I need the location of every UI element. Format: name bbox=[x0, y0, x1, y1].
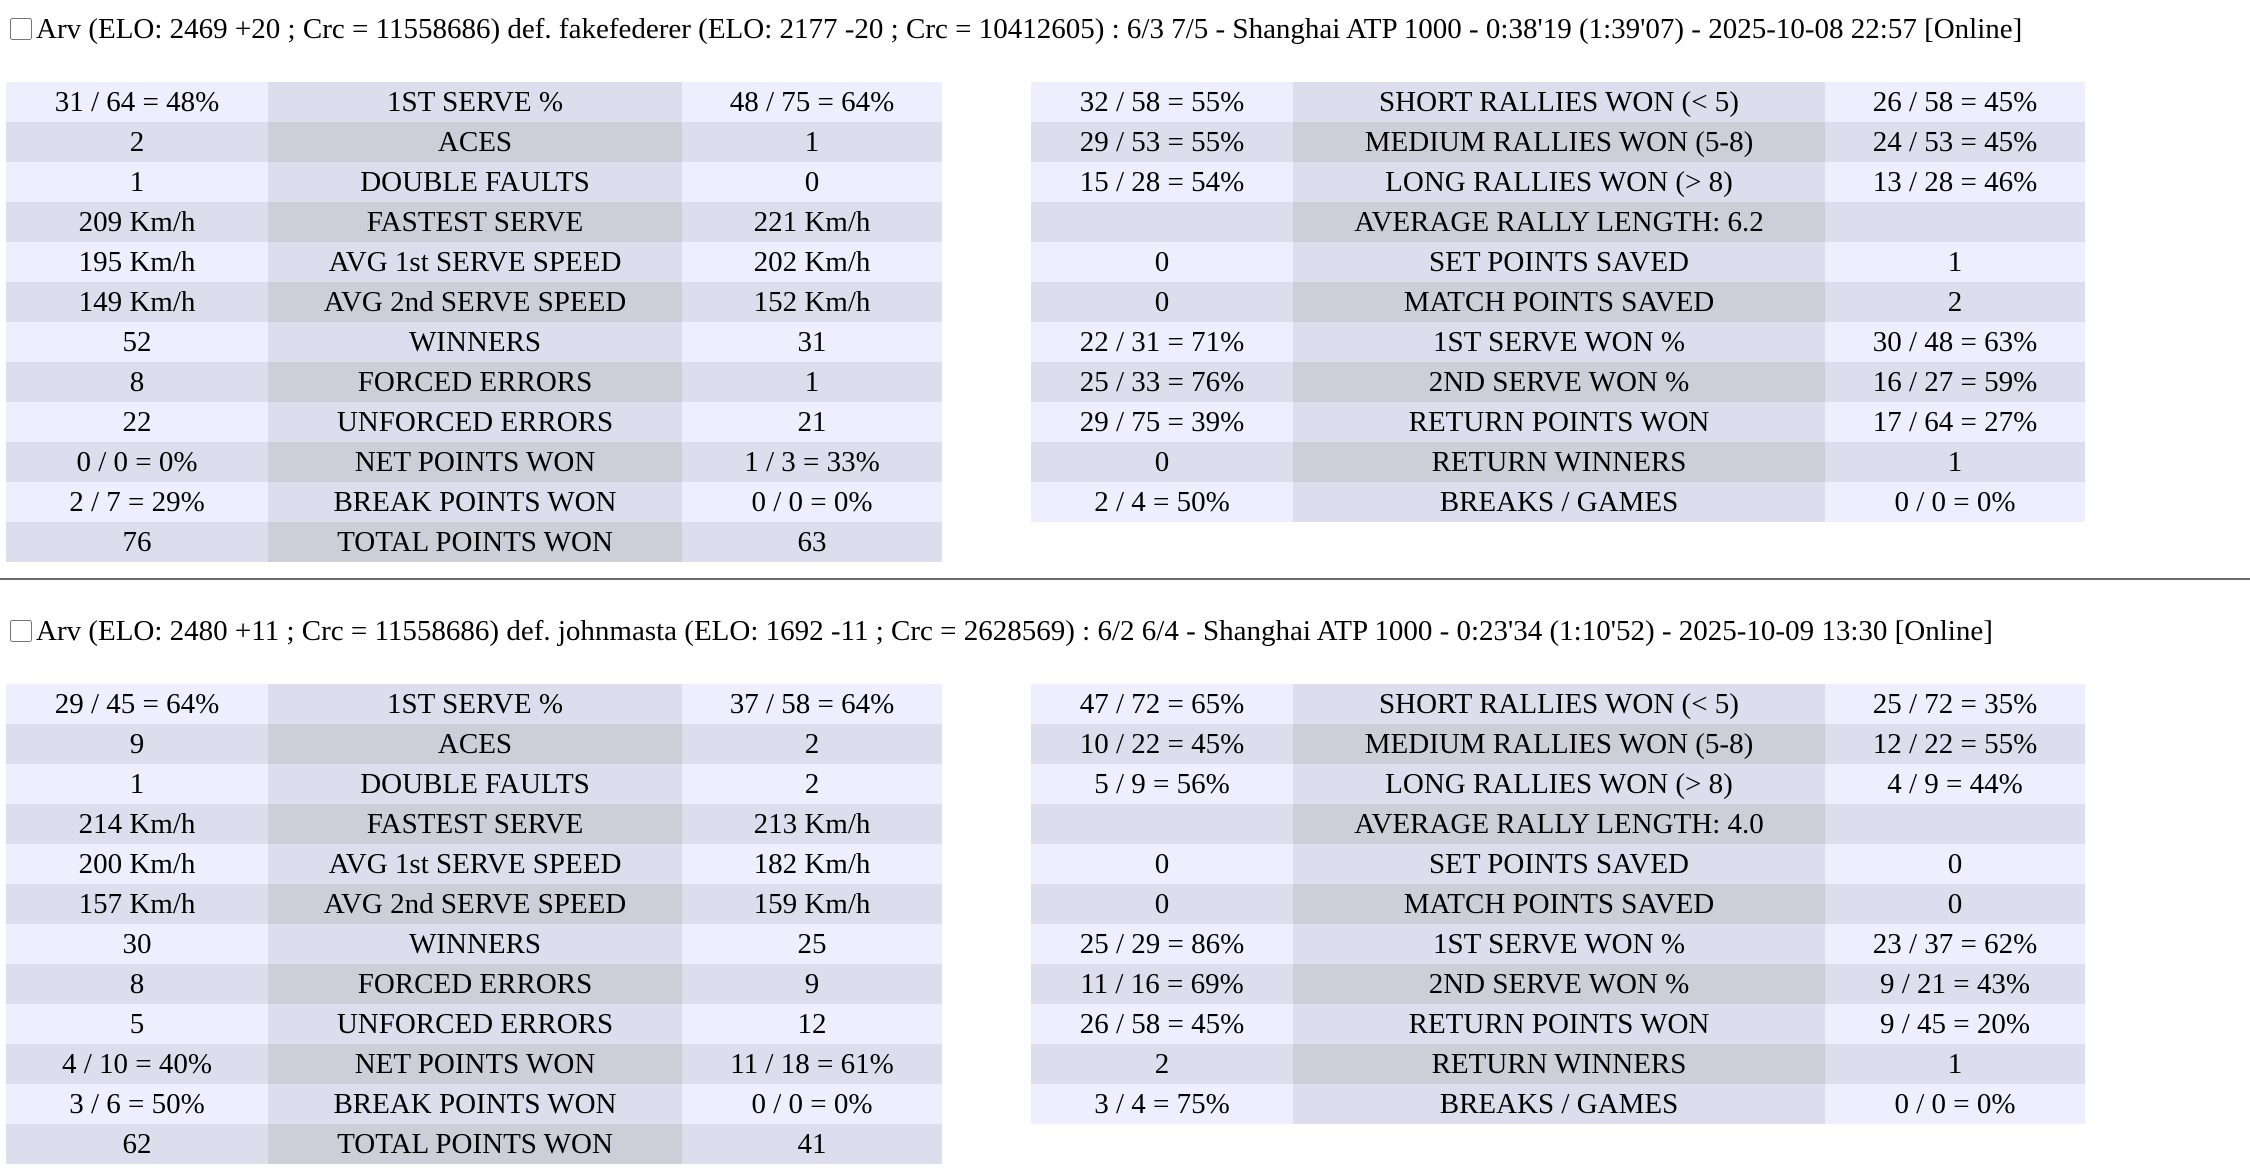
player1-value: 8 bbox=[6, 964, 268, 1004]
stat-row bbox=[1031, 844, 2085, 884]
stat-row bbox=[1031, 442, 2085, 482]
player2-value: 1 bbox=[1825, 1044, 2085, 1084]
stat-label: RETURN WINNERS bbox=[1293, 1044, 1825, 1084]
stat-row bbox=[1031, 162, 2085, 202]
stat-label: DOUBLE FAULTS bbox=[268, 764, 682, 804]
player2-value: 24 / 53 = 45% bbox=[1825, 122, 2085, 162]
stat-label: SET POINTS SAVED bbox=[1293, 242, 1825, 282]
player2-value: 4 / 9 = 44% bbox=[1825, 764, 2085, 804]
player2-value: 0 / 0 = 0% bbox=[1825, 1084, 2085, 1124]
player2-value: 1 bbox=[682, 122, 942, 162]
stat-row bbox=[1031, 964, 2085, 1004]
stat-row bbox=[6, 202, 942, 242]
player1-value: 25 / 33 = 76% bbox=[1031, 362, 1293, 402]
player2-value: 12 bbox=[682, 1004, 942, 1044]
stat-row bbox=[6, 1044, 942, 1084]
player1-value: 149 Km/h bbox=[6, 282, 268, 322]
stat-row bbox=[1031, 884, 2085, 924]
stat-label: MEDIUM RALLIES WON (5-8) bbox=[1293, 122, 1825, 162]
player1-value: 1 bbox=[6, 764, 268, 804]
player1-value: 214 Km/h bbox=[6, 804, 268, 844]
player2-value: 2 bbox=[682, 724, 942, 764]
stat-label: FORCED ERRORS bbox=[268, 362, 682, 402]
stat-row bbox=[6, 282, 942, 322]
stat-label: FORCED ERRORS bbox=[268, 964, 682, 1004]
stat-label: BREAK POINTS WON bbox=[268, 482, 682, 522]
stat-row bbox=[6, 724, 942, 764]
player2-value: 9 / 21 = 43% bbox=[1825, 964, 2085, 1004]
stat-row bbox=[6, 522, 942, 562]
player2-value: 152 Km/h bbox=[682, 282, 942, 322]
player2-value: 159 Km/h bbox=[682, 884, 942, 924]
player2-value: 26 / 58 = 45% bbox=[1825, 82, 2085, 122]
stat-row bbox=[6, 684, 942, 724]
stat-label: LONG RALLIES WON (> 8) bbox=[1293, 162, 1825, 202]
player2-value: 0 bbox=[1825, 884, 2085, 924]
player2-value: 0 bbox=[1825, 844, 2085, 884]
stat-label: WINNERS bbox=[268, 924, 682, 964]
stat-label: AVG 2nd SERVE SPEED bbox=[268, 884, 682, 924]
player1-value: 0 bbox=[1031, 282, 1293, 322]
player2-value: 182 Km/h bbox=[682, 844, 942, 884]
stat-row bbox=[6, 402, 942, 442]
stat-label: UNFORCED ERRORS bbox=[268, 402, 682, 442]
player2-value: 21 bbox=[682, 402, 942, 442]
player1-value: 76 bbox=[6, 522, 268, 562]
player2-value: 0 / 0 = 0% bbox=[682, 482, 942, 522]
player1-value: 11 / 16 = 69% bbox=[1031, 964, 1293, 1004]
stat-label: 2ND SERVE WON % bbox=[1293, 964, 1825, 1004]
stat-label: 1ST SERVE WON % bbox=[1293, 322, 1825, 362]
stat-row bbox=[1031, 1084, 2085, 1124]
player2-value bbox=[1825, 804, 2085, 844]
player2-value bbox=[1825, 202, 2085, 242]
stat-label: RETURN POINTS WON bbox=[1293, 402, 1825, 442]
stat-row bbox=[6, 924, 942, 964]
player1-value: 2 / 7 = 29% bbox=[6, 482, 268, 522]
player2-value: 1 / 3 = 33% bbox=[682, 442, 942, 482]
stat-row bbox=[1031, 282, 2085, 322]
player2-value: 30 / 48 = 63% bbox=[1825, 322, 2085, 362]
player1-value: 157 Km/h bbox=[6, 884, 268, 924]
stat-label: TOTAL POINTS WON bbox=[268, 522, 682, 562]
stat-label: NET POINTS WON bbox=[268, 442, 682, 482]
player1-value: 0 bbox=[1031, 242, 1293, 282]
stat-row bbox=[6, 82, 942, 122]
stat-label: MEDIUM RALLIES WON (5-8) bbox=[1293, 724, 1825, 764]
stat-row bbox=[6, 442, 942, 482]
stat-label: MATCH POINTS SAVED bbox=[1293, 282, 1825, 322]
player1-value: 9 bbox=[6, 724, 268, 764]
rally-stats-table bbox=[1031, 82, 2085, 522]
player2-value: 0 / 0 = 0% bbox=[1825, 482, 2085, 522]
stat-row bbox=[6, 1084, 942, 1124]
player2-value: 63 bbox=[682, 522, 942, 562]
stat-label: FASTEST SERVE bbox=[268, 804, 682, 844]
player2-value: 31 bbox=[682, 322, 942, 362]
match-header bbox=[10, 614, 1993, 648]
player2-value: 12 / 22 = 55% bbox=[1825, 724, 2085, 764]
stat-label: MATCH POINTS SAVED bbox=[1293, 884, 1825, 924]
player1-value: 1 bbox=[6, 162, 268, 202]
stat-label: AVG 2nd SERVE SPEED bbox=[268, 282, 682, 322]
match-header bbox=[10, 12, 2022, 46]
player1-value: 10 / 22 = 45% bbox=[1031, 724, 1293, 764]
stat-row bbox=[6, 844, 942, 884]
player2-value: 25 / 72 = 35% bbox=[1825, 684, 2085, 724]
stat-label: NET POINTS WON bbox=[268, 1044, 682, 1084]
player1-value: 8 bbox=[6, 362, 268, 402]
stat-label: SHORT RALLIES WON (< 5) bbox=[1293, 82, 1825, 122]
player2-value: 2 bbox=[1825, 282, 2085, 322]
stat-row bbox=[6, 122, 942, 162]
player2-value: 16 / 27 = 59% bbox=[1825, 362, 2085, 402]
stat-label: 2ND SERVE WON % bbox=[1293, 362, 1825, 402]
stat-label: AVERAGE RALLY LENGTH: 6.2 bbox=[1293, 202, 1825, 242]
rally-stats-table bbox=[1031, 684, 2085, 1124]
stat-label: LONG RALLIES WON (> 8) bbox=[1293, 764, 1825, 804]
player2-value: 1 bbox=[1825, 242, 2085, 282]
stat-row bbox=[1031, 684, 2085, 724]
player1-value: 25 / 29 = 86% bbox=[1031, 924, 1293, 964]
stat-label: RETURN POINTS WON bbox=[1293, 1004, 1825, 1044]
stat-row bbox=[6, 162, 942, 202]
serve-stats-table bbox=[6, 684, 942, 1164]
stat-row bbox=[6, 804, 942, 844]
player1-value: 22 bbox=[6, 402, 268, 442]
player2-value: 1 bbox=[1825, 442, 2085, 482]
player1-value: 5 / 9 = 56% bbox=[1031, 764, 1293, 804]
player1-value: 29 / 53 = 55% bbox=[1031, 122, 1293, 162]
player2-value: 0 / 0 = 0% bbox=[682, 1084, 942, 1124]
stat-label: FASTEST SERVE bbox=[268, 202, 682, 242]
match-divider bbox=[0, 578, 2250, 580]
player2-value: 17 / 64 = 27% bbox=[1825, 402, 2085, 442]
player1-value: 0 / 0 = 0% bbox=[6, 442, 268, 482]
player1-value bbox=[1031, 202, 1293, 242]
player1-value: 15 / 28 = 54% bbox=[1031, 162, 1293, 202]
player2-value: 213 Km/h bbox=[682, 804, 942, 844]
stat-row bbox=[6, 884, 942, 924]
player1-value: 52 bbox=[6, 322, 268, 362]
stat-label: ACES bbox=[268, 724, 682, 764]
stat-label: BREAKS / GAMES bbox=[1293, 1084, 1825, 1124]
stat-row bbox=[6, 1004, 942, 1044]
player2-value: 41 bbox=[682, 1124, 942, 1164]
player1-value: 5 bbox=[6, 1004, 268, 1044]
stat-row bbox=[1031, 122, 2085, 162]
stat-label: RETURN WINNERS bbox=[1293, 442, 1825, 482]
stat-label: UNFORCED ERRORS bbox=[268, 1004, 682, 1044]
stat-label: TOTAL POINTS WON bbox=[268, 1124, 682, 1164]
player1-value: 30 bbox=[6, 924, 268, 964]
stat-label: WINNERS bbox=[268, 322, 682, 362]
player2-value: 2 bbox=[682, 764, 942, 804]
player1-value: 29 / 75 = 39% bbox=[1031, 402, 1293, 442]
player2-value: 9 bbox=[682, 964, 942, 1004]
player2-value: 25 bbox=[682, 924, 942, 964]
stat-label: BREAKS / GAMES bbox=[1293, 482, 1825, 522]
stat-row bbox=[1031, 402, 2085, 442]
player2-value: 11 / 18 = 61% bbox=[682, 1044, 942, 1084]
stat-row bbox=[1031, 362, 2085, 402]
player1-value: 195 Km/h bbox=[6, 242, 268, 282]
player1-value: 32 / 58 = 55% bbox=[1031, 82, 1293, 122]
player2-value: 23 / 37 = 62% bbox=[1825, 924, 2085, 964]
stat-row bbox=[1031, 724, 2085, 764]
stat-row bbox=[1031, 242, 2085, 282]
stat-row bbox=[1031, 1044, 2085, 1084]
stat-row bbox=[6, 964, 942, 1004]
stat-label: DOUBLE FAULTS bbox=[268, 162, 682, 202]
player2-value: 202 Km/h bbox=[682, 242, 942, 282]
player1-value: 22 / 31 = 71% bbox=[1031, 322, 1293, 362]
stat-row bbox=[6, 322, 942, 362]
player1-value: 2 bbox=[6, 122, 268, 162]
match-summary: Arv (ELO: 2480 +11 ; Crc = 11558686) def. johnmasta (ELO: 1692 -11 ; Crc = 2628569) : 6/2 6/4 - Shanghai ATP 1000 - 0:23'34 (1:10'52) - 2025-10-09 13:30 [Online] bbox=[36, 614, 1993, 647]
stat-row bbox=[6, 764, 942, 804]
stat-label: SHORT RALLIES WON (< 5) bbox=[1293, 684, 1825, 724]
stat-label: BREAK POINTS WON bbox=[268, 1084, 682, 1124]
stat-label: AVERAGE RALLY LENGTH: 4.0 bbox=[1293, 804, 1825, 844]
stat-row bbox=[1031, 202, 2085, 242]
stat-row bbox=[6, 1124, 942, 1164]
stat-label: AVG 1st SERVE SPEED bbox=[268, 242, 682, 282]
player2-value: 13 / 28 = 46% bbox=[1825, 162, 2085, 202]
stat-label: 1ST SERVE % bbox=[268, 684, 682, 724]
match-select-checkbox[interactable] bbox=[10, 620, 32, 642]
stat-row bbox=[1031, 482, 2085, 522]
player1-value: 0 bbox=[1031, 844, 1293, 884]
stat-row bbox=[1031, 1004, 2085, 1044]
player2-value: 9 / 45 = 20% bbox=[1825, 1004, 2085, 1044]
match-summary: Arv (ELO: 2469 +20 ; Crc = 11558686) def. fakefederer (ELO: 2177 -20 ; Crc = 10412605) : 6/3 7/5 - Shanghai ATP 1000 - 0:38'19 (1:39'07) - 2025-10-08 22:57 [Online] bbox=[36, 12, 2023, 45]
player2-value: 1 bbox=[682, 362, 942, 402]
stat-row bbox=[6, 242, 942, 282]
stat-label: 1ST SERVE WON % bbox=[1293, 924, 1825, 964]
stat-row bbox=[6, 362, 942, 402]
player1-value bbox=[1031, 804, 1293, 844]
player1-value: 3 / 4 = 75% bbox=[1031, 1084, 1293, 1124]
player1-value: 31 / 64 = 48% bbox=[6, 82, 268, 122]
stat-row bbox=[1031, 82, 2085, 122]
stat-label: ACES bbox=[268, 122, 682, 162]
serve-stats-table bbox=[6, 82, 942, 562]
stat-row bbox=[1031, 804, 2085, 844]
player1-value: 209 Km/h bbox=[6, 202, 268, 242]
player1-value: 2 / 4 = 50% bbox=[1031, 482, 1293, 522]
stat-row bbox=[1031, 924, 2085, 964]
player2-value: 48 / 75 = 64% bbox=[682, 82, 942, 122]
stat-row bbox=[1031, 322, 2085, 362]
match-select-checkbox[interactable] bbox=[10, 18, 32, 40]
stat-label: SET POINTS SAVED bbox=[1293, 844, 1825, 884]
stat-row bbox=[6, 482, 942, 522]
player1-value: 3 / 6 = 50% bbox=[6, 1084, 268, 1124]
player2-value: 0 bbox=[682, 162, 942, 202]
stat-label: AVG 1st SERVE SPEED bbox=[268, 844, 682, 884]
player1-value: 62 bbox=[6, 1124, 268, 1164]
player2-value: 37 / 58 = 64% bbox=[682, 684, 942, 724]
player1-value: 47 / 72 = 65% bbox=[1031, 684, 1293, 724]
player1-value: 0 bbox=[1031, 442, 1293, 482]
player1-value: 29 / 45 = 64% bbox=[6, 684, 268, 724]
player1-value: 0 bbox=[1031, 884, 1293, 924]
stat-label: 1ST SERVE % bbox=[268, 82, 682, 122]
player1-value: 200 Km/h bbox=[6, 844, 268, 884]
player2-value: 221 Km/h bbox=[682, 202, 942, 242]
stat-row bbox=[1031, 764, 2085, 804]
player1-value: 26 / 58 = 45% bbox=[1031, 1004, 1293, 1044]
player1-value: 2 bbox=[1031, 1044, 1293, 1084]
player1-value: 4 / 10 = 40% bbox=[6, 1044, 268, 1084]
